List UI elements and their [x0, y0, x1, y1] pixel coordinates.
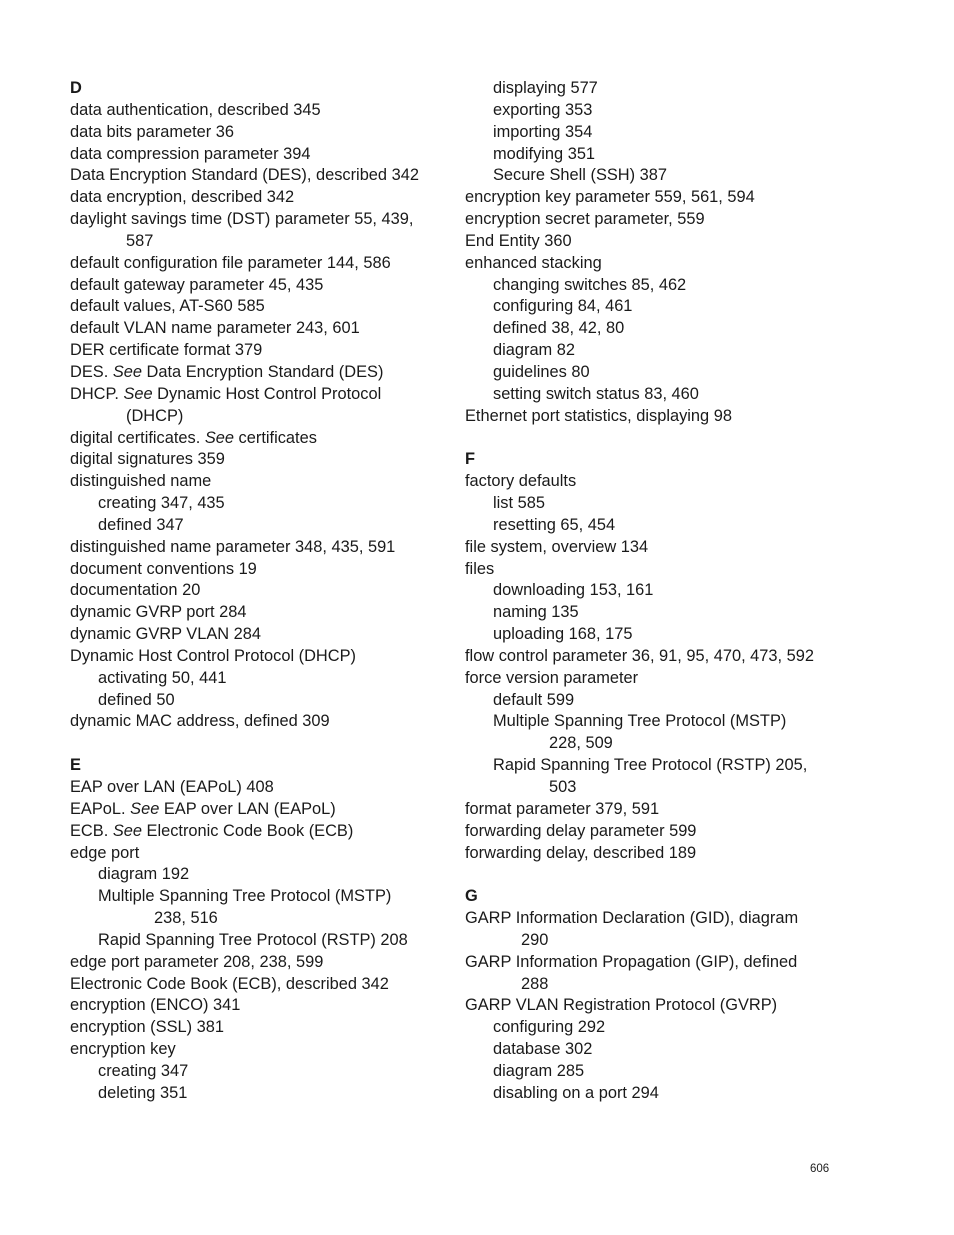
- index-entry: data authentication, described 345: [70, 100, 321, 119]
- index-subentry: downloading 153, 161: [493, 581, 654, 600]
- see-entry-target: Electronic Code Book (ECB): [141, 821, 354, 840]
- index-subentry: guidelines 80: [493, 362, 590, 381]
- index-entry: dynamic MAC address, defined 309: [70, 712, 330, 731]
- index-subentry: displaying 577: [493, 79, 598, 97]
- index-subentry: creating 347, 435: [98, 494, 225, 513]
- index-entry: data encryption, described 342: [70, 188, 295, 207]
- index-subentry: default 599: [493, 690, 575, 709]
- index-see-entry: [70, 362, 450, 384]
- see-entry-term: DES.: [70, 362, 113, 381]
- index-subentry: exporting 353: [493, 100, 593, 119]
- index-subentry: Secure Shell (SSH) 387: [493, 166, 668, 185]
- index-subentry: Multiple Spanning Tree Protocol (MSTP): [98, 887, 392, 906]
- index-subentry: diagram 285: [493, 1061, 585, 1080]
- section-letter: F: [465, 450, 476, 469]
- section-gap: [465, 428, 885, 450]
- index-entry: edge port: [70, 843, 140, 862]
- index-entry-continuation: (DHCP): [126, 406, 184, 425]
- index-subentry: Rapid Spanning Tree Protocol (RSTP) 205,: [493, 756, 808, 775]
- index-subentry: configuring 292: [493, 1018, 606, 1037]
- index-entry: documentation 20: [70, 581, 201, 600]
- index-entry: default VLAN name parameter 243, 601: [70, 319, 360, 338]
- index-entry: default configuration file parameter 144, 586: [70, 253, 391, 272]
- index-subentry: changing switches 85, 462: [493, 275, 687, 294]
- index-subentry: activating 50, 441: [98, 668, 227, 687]
- index-entry: encryption key: [70, 1040, 176, 1059]
- index-subentry: defined 50: [98, 690, 175, 709]
- index-subentry: modifying 351: [493, 144, 596, 163]
- index-entry: daylight savings time (DST) parameter 55, 439,: [70, 210, 414, 229]
- index-subentry: diagram 192: [98, 865, 190, 884]
- index-see-entry: [70, 428, 450, 450]
- see-label: See: [123, 384, 153, 403]
- see-label: See: [112, 821, 142, 840]
- index-subentry: Multiple Spanning Tree Protocol (MSTP): [493, 712, 787, 731]
- index-entry-continuation: 290: [521, 930, 549, 949]
- index-entry: edge port parameter 208, 238, 599: [70, 952, 324, 971]
- see-entry-target: EAP over LAN (EAPoL): [159, 799, 336, 818]
- index-entry: digital signatures 359: [70, 450, 225, 469]
- index-subentry: database 302: [493, 1040, 593, 1059]
- index-entry: data compression parameter 394: [70, 144, 311, 163]
- index-entry: GARP Information Propagation (GIP), defined: [465, 952, 798, 971]
- index-entry: distinguished name: [70, 472, 212, 491]
- index-entry: encryption (SSL) 381: [70, 1018, 224, 1037]
- see-entry-term: digital certificates.: [70, 428, 205, 447]
- index-subentry: disabling on a port 294: [493, 1083, 659, 1102]
- index-subentry-continuation: 503: [549, 778, 577, 796]
- index-entry: encryption key parameter 559, 561, 594: [465, 188, 755, 207]
- index-entry: factory defaults: [465, 472, 577, 491]
- index-entry: Dynamic Host Control Protocol (DHCP): [70, 646, 356, 665]
- index-subentry: naming 135: [493, 603, 579, 622]
- index-entry: files: [465, 559, 495, 578]
- index-subentry: configuring 84, 461: [493, 297, 633, 316]
- index-subentry: Rapid Spanning Tree Protocol (RSTP) 208: [98, 930, 408, 949]
- index-subentry: resetting 65, 454: [493, 515, 616, 534]
- index-column-right: [465, 78, 885, 1105]
- see-entry-target: Data Encryption Standard (DES): [141, 362, 384, 381]
- index-entry: encryption (ENCO) 341: [70, 996, 241, 1015]
- index-subentry: diagram 82: [493, 341, 576, 360]
- index-entry: Ethernet port statistics, displaying 98: [465, 406, 732, 425]
- see-label: See: [204, 428, 234, 447]
- index-subentry-continuation: 238, 516: [154, 909, 218, 928]
- index-entry: enhanced stacking: [465, 253, 602, 272]
- index-entry: dynamic GVRP VLAN 284: [70, 625, 262, 644]
- index-entry: distinguished name parameter 348, 435, 591: [70, 537, 396, 556]
- index-subentry: uploading 168, 175: [493, 625, 633, 644]
- section-gap: [465, 864, 885, 886]
- see-label: See: [112, 362, 142, 381]
- index-subentry: importing 354: [493, 122, 593, 141]
- index-entry: data bits parameter 36: [70, 122, 235, 141]
- index-entry: force version parameter: [465, 668, 639, 687]
- index-entry: End Entity 360: [465, 231, 572, 250]
- index-see-entry: [70, 384, 450, 406]
- index-entry: Electronic Code Book (ECB), described 342: [70, 974, 389, 993]
- index-entry: Data Encryption Standard (DES), described 342: [70, 166, 419, 185]
- index-see-entry: [70, 821, 450, 843]
- see-label: See: [130, 799, 160, 818]
- index-entry: encryption secret parameter, 559: [465, 210, 705, 229]
- index-subentry: defined 38, 42, 80: [493, 319, 625, 338]
- index-entry: default values, AT-S60 585: [70, 297, 265, 316]
- index-entry: forwarding delay, described 189: [465, 843, 697, 862]
- index-subentry-continuation: 228, 509: [549, 734, 613, 753]
- see-entry-term: EAPoL.: [70, 799, 131, 818]
- section-letter: E: [70, 756, 81, 775]
- index-column-left: [70, 78, 450, 1105]
- index-entry-continuation: 288: [521, 974, 549, 993]
- see-entry-target: certificates: [234, 428, 317, 447]
- index-entry: format parameter 379, 591: [465, 799, 660, 818]
- see-entry-term: ECB.: [70, 821, 113, 840]
- index-entry-continuation: 587: [126, 231, 154, 250]
- index-entry: file system, overview 134: [465, 537, 649, 556]
- index-see-entry: [70, 799, 450, 821]
- see-entry-term: DHCP.: [70, 384, 124, 403]
- index-subentry: list 585: [493, 494, 545, 513]
- index-entry: default gateway parameter 45, 435: [70, 275, 324, 294]
- index-subentry: defined 347: [98, 515, 184, 534]
- index-entry: document conventions 19: [70, 559, 257, 578]
- index-subentry: setting switch status 83, 460: [493, 384, 699, 403]
- index-entry: DER certificate format 379: [70, 341, 263, 360]
- index-entry: GARP VLAN Registration Protocol (GVRP): [465, 996, 778, 1015]
- page-number: 606: [810, 1163, 830, 1175]
- see-entry-target: Dynamic Host Control Protocol: [152, 384, 382, 403]
- section-letter: D: [70, 79, 82, 97]
- index-entry: forwarding delay parameter 599: [465, 821, 697, 840]
- section-gap: [70, 733, 450, 755]
- section-letter: G: [465, 887, 478, 906]
- index-entry: dynamic GVRP port 284: [70, 603, 247, 622]
- index-entry: flow control parameter 36, 91, 95, 470, 473, 592: [465, 646, 814, 665]
- index-entry: GARP Information Declaration (GID), diagram: [465, 909, 799, 928]
- index-subentry: deleting 351: [98, 1083, 188, 1102]
- index-subentry: creating 347: [98, 1061, 189, 1080]
- index-entry: EAP over LAN (EAPoL) 408: [70, 778, 274, 796]
